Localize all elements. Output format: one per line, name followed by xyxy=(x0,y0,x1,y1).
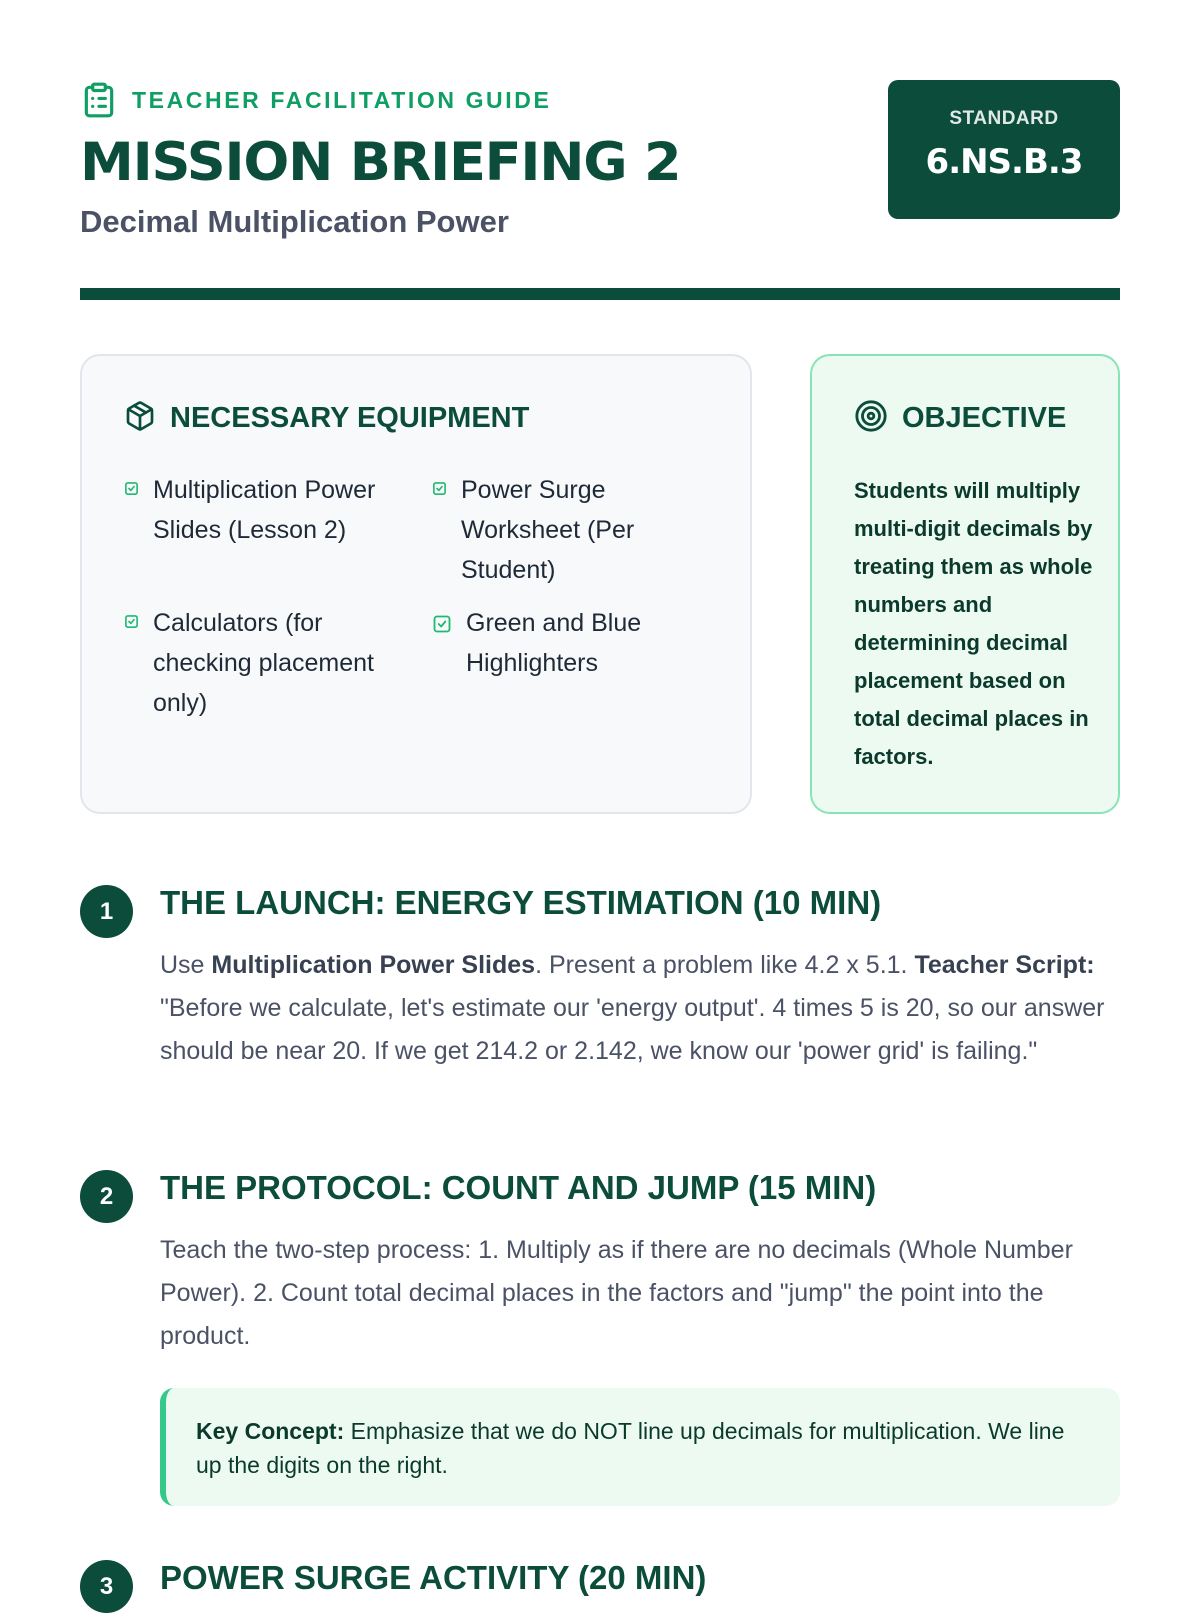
key-concept-text: Emphasize that we do NOT line up decimals for multiplication. We line up the digits on the right. xyxy=(196,1418,1065,1478)
page-title: MISSION BRIEFING 2 xyxy=(80,132,681,193)
target-icon xyxy=(854,399,888,438)
step-number: 1 xyxy=(80,885,133,938)
package-icon xyxy=(124,400,156,437)
standard-badge xyxy=(888,80,1120,219)
step-number: 3 xyxy=(80,1560,133,1613)
step-text-strong: Teacher Script: xyxy=(914,951,1095,979)
key-concept-label: Key Concept: xyxy=(196,1418,345,1444)
checkbox-icon xyxy=(124,481,139,501)
equipment-item-label: Multiplication Power Slides (Lesson 2) xyxy=(153,476,376,544)
clipboard-icon xyxy=(80,81,118,119)
step-text: . Present a problem like 4.2 x 5.1. xyxy=(535,951,915,979)
step-title: POWER SURGE ACTIVITY (20 MIN) xyxy=(160,1559,707,1596)
step-body: Teach the two-step process: 1. Multiply as if there are no decimals (Whole Number Power). 2. Count total decimal places in the factors and "jump" the point into the product. xyxy=(160,1236,1073,1350)
equipment-card xyxy=(80,354,752,814)
equipment-item-label: Calculators (for checking placement only) xyxy=(153,609,374,717)
standard-label: STANDARD xyxy=(949,108,1059,129)
equipment-heading-label: NECESSARY EQUIPMENT xyxy=(170,401,530,434)
standard-code: 6.NS.B.3 xyxy=(925,142,1083,182)
objective-heading xyxy=(854,398,1066,438)
step-number: 2 xyxy=(80,1170,133,1223)
step-title: THE PROTOCOL: COUNT AND JUMP (15 MIN) xyxy=(160,1169,877,1206)
step-body xyxy=(160,944,1120,1073)
list-item xyxy=(124,470,384,550)
equipment-item-label: Green and Blue Highlighters xyxy=(466,609,642,677)
facilitation-guide-page xyxy=(80,0,1120,1600)
checkbox-icon xyxy=(432,481,447,501)
checkbox-icon xyxy=(432,614,452,639)
step-text: Use xyxy=(160,951,212,979)
page-subtitle: Decimal Multiplication Power xyxy=(80,204,509,239)
equipment-heading xyxy=(124,398,529,438)
step-title: THE LAUNCH: ENERGY ESTIMATION (10 MIN) xyxy=(160,884,882,921)
checkbox-icon xyxy=(124,614,139,634)
eyebrow xyxy=(80,80,551,120)
step-text-strong: Multiplication Power Slides xyxy=(211,951,536,979)
objective-card xyxy=(810,354,1120,814)
objective-heading-label: OBJECTIVE xyxy=(902,401,1067,434)
objective-text: Students will multiply multi-digit decimals by treating them as whole numbers and determining decimal placement based on total decimal places in factors. xyxy=(854,478,1093,769)
list-item xyxy=(432,470,692,590)
equipment-item-label: Power Surge Worksheet (Per Student) xyxy=(461,476,635,584)
key-concept-callout xyxy=(160,1388,1120,1506)
header-divider xyxy=(80,288,1120,300)
teacher-script: "Before we calculate, let's estimate our 'energy output'. 4 times 5 is 20, so our answer should be near 20. If we get 214.2 or 2.142, we know our 'power grid' is failing." xyxy=(160,994,1105,1065)
list-item xyxy=(124,603,384,723)
eyebrow-label: TEACHER FACILITATION GUIDE xyxy=(132,86,552,113)
list-item xyxy=(432,603,692,683)
guide-header xyxy=(80,80,1120,240)
